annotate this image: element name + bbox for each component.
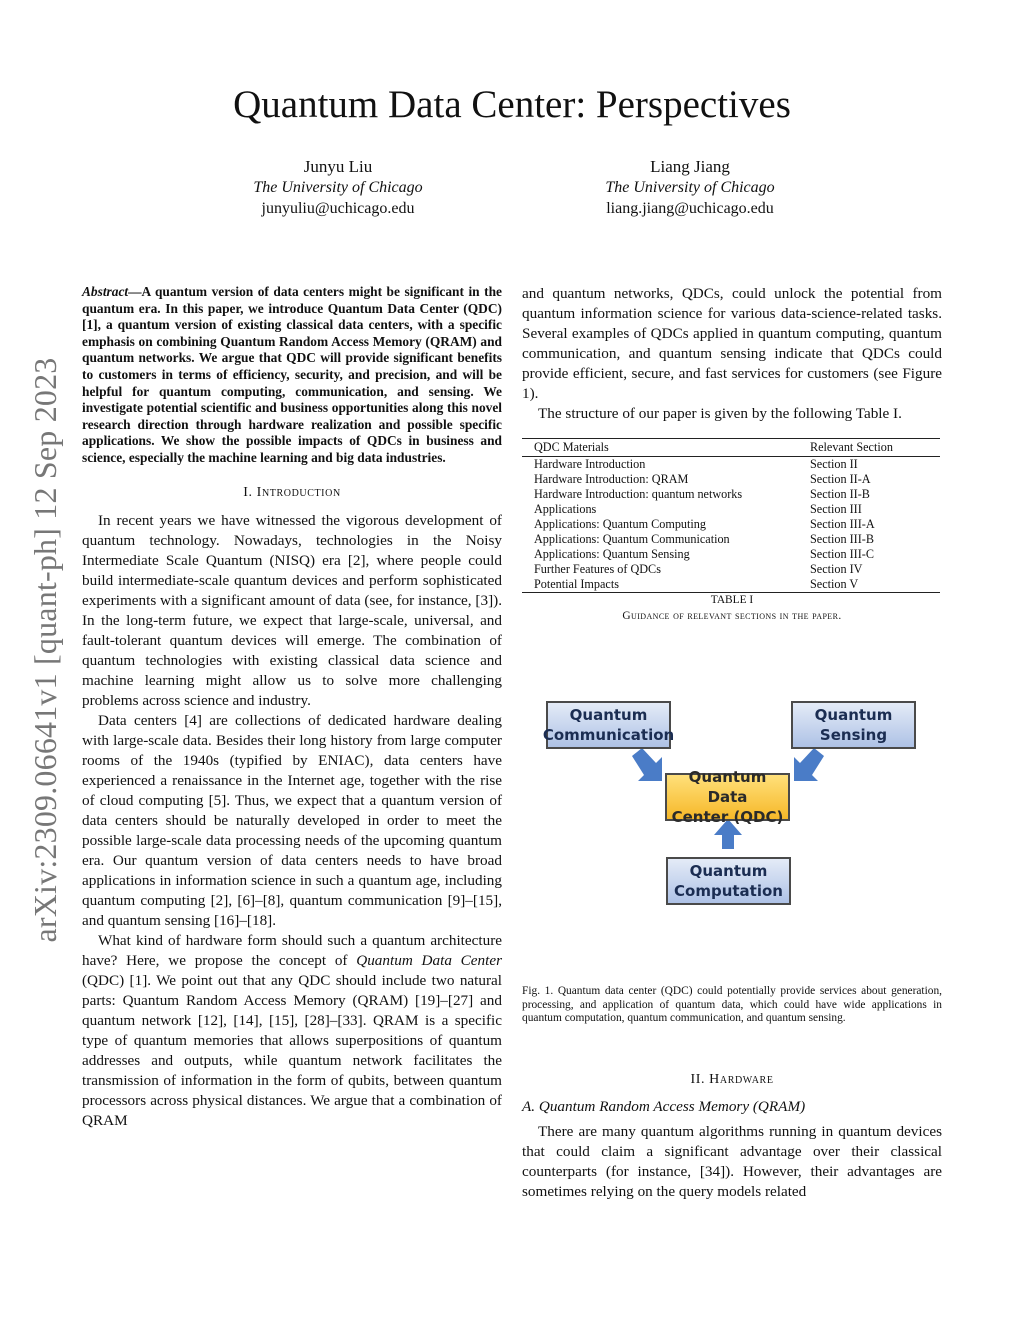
left-column xyxy=(82,284,502,1131)
table-caption-text: Guidance of relevant sections in the paper. xyxy=(622,610,842,622)
box-label-line: Quantum xyxy=(569,706,648,724)
box-label-line: Quantum Data xyxy=(688,768,767,806)
emphasized-term: Quantum Data Center xyxy=(356,951,503,969)
table-cell: Section III-C xyxy=(810,547,874,561)
arrow-communication-to-qdc xyxy=(632,748,662,781)
box-label-line: Computation xyxy=(674,882,783,900)
table-cell: Potential Impacts xyxy=(522,577,798,593)
table-cell: Section IV xyxy=(810,562,863,576)
guidance-table xyxy=(522,438,940,593)
section-heading-introduction: I. Introduction xyxy=(243,484,341,500)
author-email: liang.jiang@uchicago.edu xyxy=(606,200,774,217)
table-row xyxy=(522,547,940,562)
text-run: (QDC) [1]. We point out that any QDC should include two natural parts: Quantum Random Access Memory (QRAM) [19]–[27] and quantum network [12], [14], [15], [28]–[33]. QRAM is a specific type of quantum memories that allows superpositions of quantum addresses and outputs, while quantum network facilitates the transmission of information in the form of qubits, between quantum processors across physical distances. We argue that a combination of QRAM xyxy=(82,971,502,1129)
table-cell: Hardware Introduction xyxy=(534,457,646,471)
abstract xyxy=(82,284,502,467)
table-header-cell: Relevant Section xyxy=(798,439,940,457)
table-header-row xyxy=(522,439,940,457)
table-row xyxy=(522,457,940,473)
table-row xyxy=(522,562,940,577)
paragraph: The structure of our paper is given by the following Table I. xyxy=(538,405,902,422)
box-label-line: Quantum xyxy=(689,862,768,880)
author-affiliation: The University of Chicago xyxy=(253,179,423,196)
author-affiliation: The University of Chicago xyxy=(605,179,775,196)
paragraph: Data centers [4] are collections of dedicated hardware dealing with large-scale data. Besides their long history from large computer rooms of the 1940s (typified by ENIAC), data centers have experienced a renaissance in the Internet age, together with the rise of cloud computing [5]. Thus, we expect that a quantum version of data centers should be naturally developed in order to meet the possible large-scale data processing needs of the upcoming quantum era. Our quantum version of data centers needs to have broad applications in information science in such a quantum age, including quantum computing [2], [6]–[8], quantum communication [9]–[15], and quantum sensing [16]–[18]. xyxy=(82,711,502,929)
quantum-sensing-box xyxy=(791,701,916,749)
author-block-1 xyxy=(178,156,498,219)
paragraph: In recent years we have witnessed the vigorous development of quantum technology. Nowadays, technologies in the Noisy Intermediate Scale Quantum (NISQ) era [2], where people could build intermediate-scale quantum devices and perform sophisticated experiments with a significant amount of data (see, for instance, [3]). In the long-term future, we expect that large-scale, universal, and fault-tolerant quantum devices will emerge. The combination of quantum technologies with existing classical data science and machine learning might allow us to solve more challenging problems across science and industry. xyxy=(82,511,502,709)
paragraph: There are many quantum algorithms running in quantum devices that could claim a significant advantage over their classical counterparts (for instance, [34]). However, their advantages are sometimes relying on the query models related xyxy=(522,1122,942,1200)
table-row xyxy=(522,487,940,502)
right-column xyxy=(522,284,942,1202)
author-name: Junyu Liu xyxy=(303,157,373,176)
table-cell: Section III xyxy=(810,502,862,516)
table-label: TABLE I xyxy=(710,594,754,606)
table-cell: Applications: Quantum Computing xyxy=(534,517,706,531)
table-header-cell: QDC Materials xyxy=(522,439,798,457)
paragraph: and quantum networks, QDCs, could unlock the potential from quantum information science for various data-science-related tasks. Several examples of QDCs applied in quantum computing, quantum communication, and quantum sensing indicate that QDCs could provide efficient, secure, and fast services for customers (see Figure 1). xyxy=(522,285,942,402)
section-heading-hardware: II. Hardware xyxy=(690,1071,774,1087)
table-cell: Section II xyxy=(810,457,858,471)
abstract-label: Abstract xyxy=(82,284,129,299)
table-cell: Applications: Quantum Communication xyxy=(534,532,730,546)
abstract-text: —A quantum version of data centers might be significant in the quantum era. In this paper, we introduce Quantum Data Center (QDC) [1], a quantum version of existing classical data centers, with a specific emphasis on combining Quantum Random Access Memory (QRAM) and quantum networks. We argue that QDC will provide significant benefits to customers in terms of efficiency, security, and precision, and will be helpful for quantum computing, communication, and sensing. We investigate potential scientific and business opportunities along this novel research direction through hardware realization and possible specific applications. We show the possible impacts of QDCs in business and science, especially the machine learning and big data industries. xyxy=(82,284,502,465)
text-run: What kind of hardware form should such a quantum architecture have? Here, we propose the concept of xyxy=(82,931,502,969)
table-cell: Further Features of QDCs xyxy=(534,562,661,576)
table-cell: Section II-B xyxy=(810,487,870,501)
paper-title: Quantum Data Center: Perspectives xyxy=(233,83,791,126)
table-row xyxy=(522,532,940,547)
table-cell: Section III-B xyxy=(810,532,874,546)
table-cell: Section III-A xyxy=(810,517,875,531)
box-label-line: Sensing xyxy=(819,726,888,744)
table-cell: Applications: Quantum Sensing xyxy=(534,547,690,561)
quantum-computation-box xyxy=(666,857,791,905)
table-row xyxy=(522,472,940,487)
box-label-line: Communication xyxy=(542,726,675,744)
arxiv-identifier-stamp: arXiv:2309.06641v1 [quant-ph] 12 Sep 2023 xyxy=(27,357,63,943)
paragraph xyxy=(82,931,502,1131)
figure-qdc-diagram xyxy=(522,701,942,947)
table-cell: Hardware Introduction: QRAM xyxy=(534,472,689,486)
subsection-heading-qram: A. Quantum Random Access Memory (QRAM) xyxy=(522,1097,806,1115)
table-row xyxy=(522,577,940,593)
table-cell: Applications xyxy=(534,502,597,516)
arrow-sensing-to-qdc xyxy=(794,748,824,781)
box-label-line: Center (QDC) xyxy=(671,808,784,826)
table-row xyxy=(522,502,940,517)
figure-caption: Fig. 1. Quantum data center (QDC) could potentially provide services about generation, processing, and application of quantum data, which could have wide applications in quantum computation, quantum communication, and quantum sensing. xyxy=(522,985,942,1025)
author-block-2 xyxy=(530,156,850,219)
table-cell: Section II-A xyxy=(810,472,871,486)
quantum-communication-box xyxy=(542,701,675,749)
author-email: junyuliu@uchicago.edu xyxy=(261,200,415,217)
table-row xyxy=(522,517,940,532)
box-label-line: Quantum xyxy=(814,706,893,724)
author-name: Liang Jiang xyxy=(650,157,730,176)
table-cell: Hardware Introduction: quantum networks xyxy=(534,487,743,501)
table-caption xyxy=(522,593,942,623)
quantum-data-center-box xyxy=(665,768,790,826)
table-cell: Section V xyxy=(798,577,940,593)
